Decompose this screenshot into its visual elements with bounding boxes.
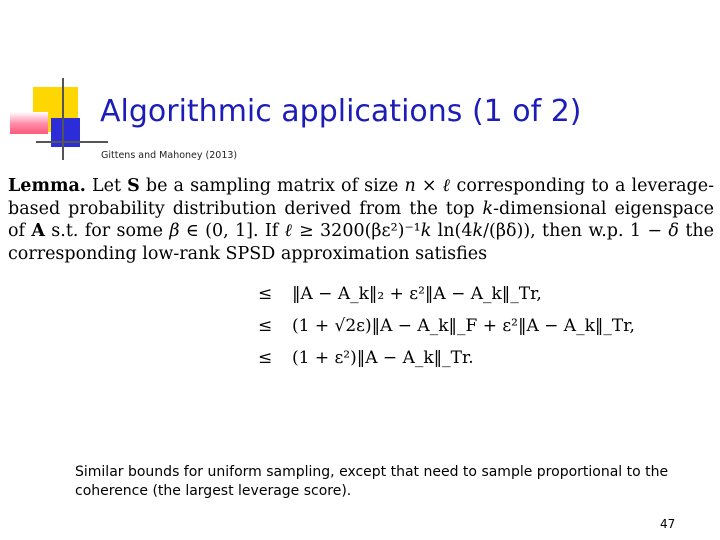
lemma-symbol: k [472, 221, 484, 241]
lemma-part: -dimensional eigenspace of [8, 198, 714, 241]
lemma-part: be a sampling matrix of size [139, 176, 405, 196]
equation-rhs: ‖A − A_k‖₂ + ε²‖A − A_k‖_Tr, [292, 284, 542, 304]
logo-pink-square [10, 112, 48, 134]
lemma-symbol: S [127, 176, 140, 196]
lemma-symbol: A [31, 221, 45, 241]
lemma-text [8, 175, 714, 265]
lemma-symbol: n [404, 176, 416, 196]
logo-vertical-line [62, 78, 64, 160]
slide-logo-decoration [0, 0, 110, 170]
lemma-symbol: ℓ [442, 176, 451, 196]
lemma-part: Let [92, 176, 128, 196]
slide-title: Algorithmic applications (1 of 2) [100, 94, 582, 129]
lemma-symbol: δ [668, 221, 679, 241]
lemma-symbol: k [420, 221, 432, 241]
equation-relation: ≤ [258, 284, 273, 304]
lemma-part: s.t. for some [44, 221, 170, 241]
lemma-label: Lemma. [8, 176, 86, 196]
lemma-part: corresponding to a leverage-based probability distribution derived from the top [8, 176, 715, 219]
lemma-part: the corresponding low-rank SPSD approximation satisfies [8, 221, 714, 264]
equation-relation: ≤ [258, 348, 273, 368]
lemma-symbol: ℓ [284, 221, 293, 241]
lemma-part: ≥ 3200(βε²)⁻¹ [292, 221, 421, 241]
logo-horizontal-line [36, 141, 108, 143]
page-number: 47 [660, 517, 676, 531]
footnote-text: Similar bounds for uniform sampling, except that need to sample proportional to the coherence (the largest leverage score). [75, 464, 669, 499]
lemma-symbol: k [482, 198, 494, 219]
lemma-part: × [415, 176, 443, 196]
lemma-part: ∈ (0, 1]. If [179, 221, 285, 241]
lemma-symbol: β [169, 221, 180, 241]
lemma-part: ln(4 [431, 221, 473, 241]
equation-rhs: (1 + √2ε)‖A − A_k‖_F + ε²‖A − A_k‖_Tr, [292, 316, 635, 336]
source-citation: Gittens and Mahoney (2013) [101, 150, 238, 161]
lemma-part: /(βδ)), then w.p. 1 − [483, 221, 669, 241]
equation-relation: ≤ [258, 316, 273, 336]
equation-rhs: (1 + ε²)‖A − A_k‖_Tr. [292, 348, 474, 368]
